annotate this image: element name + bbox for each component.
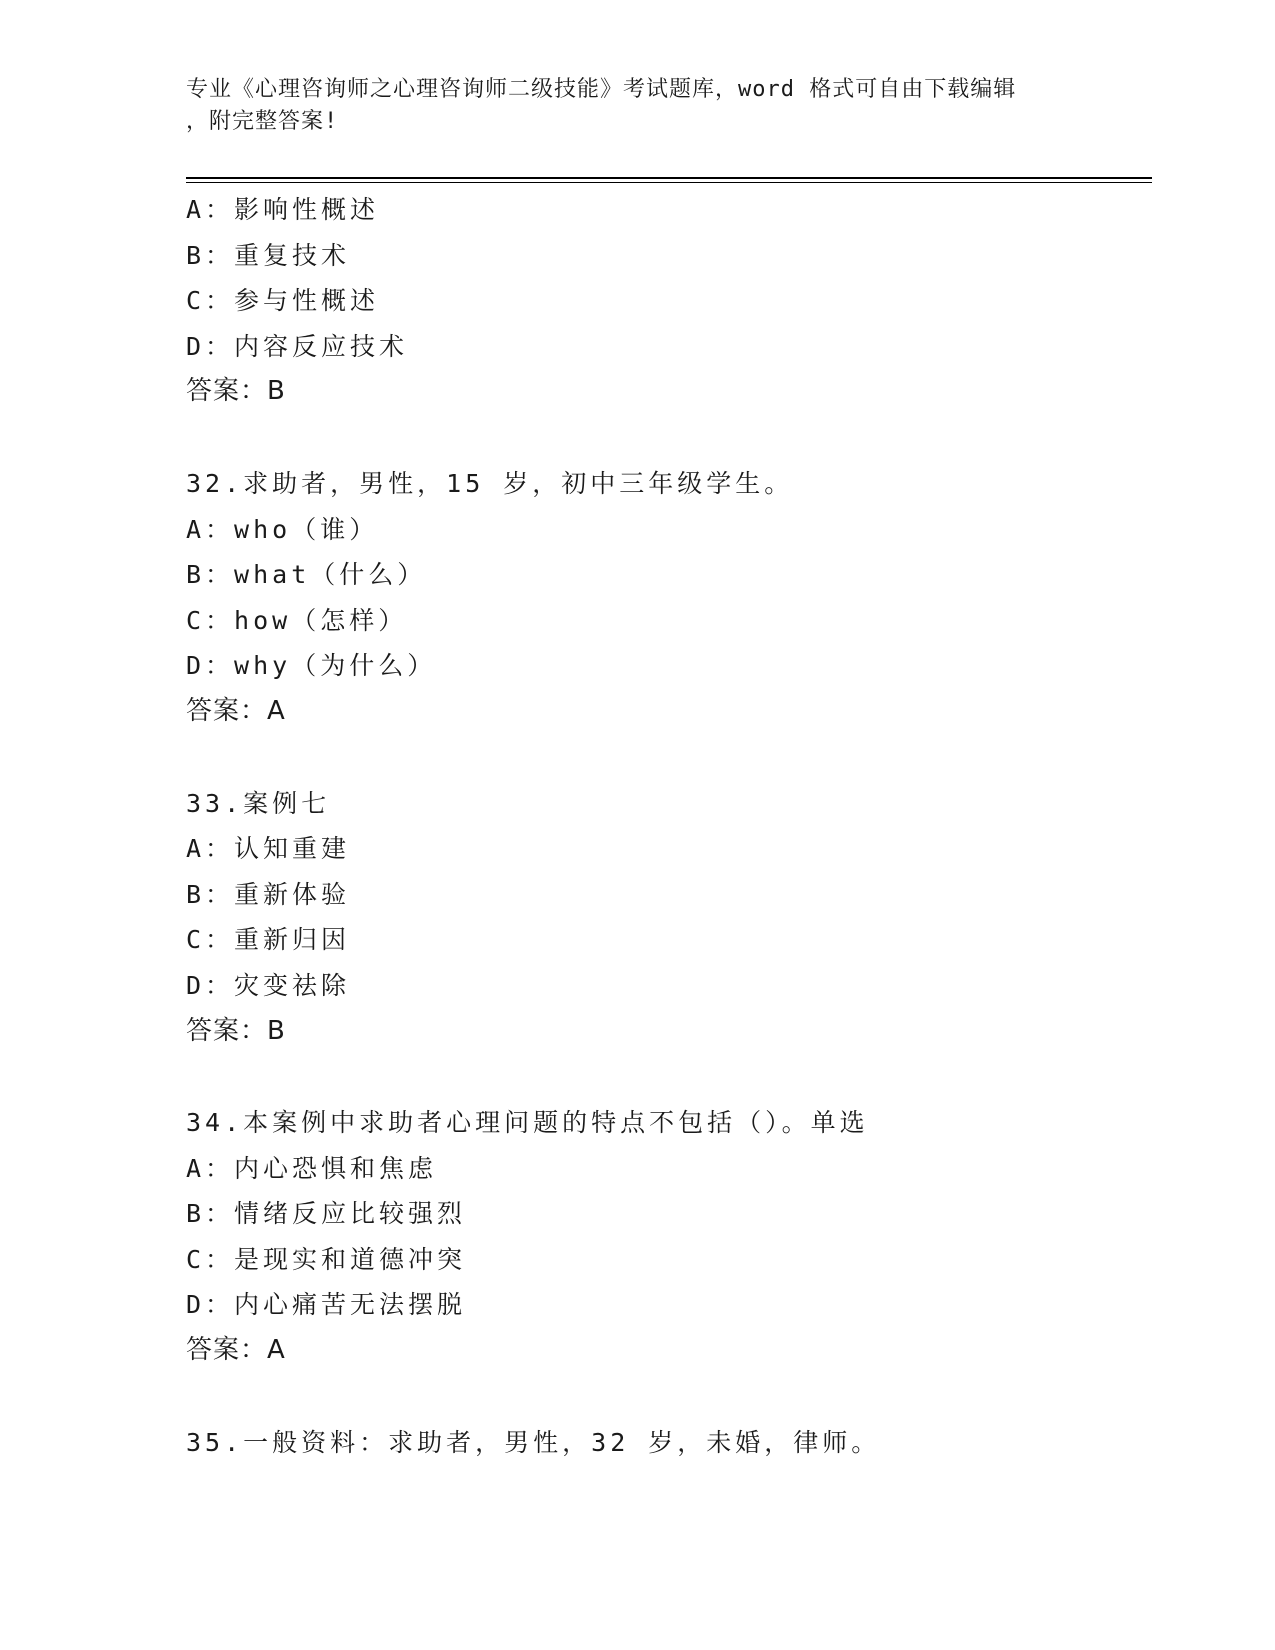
header-rule-thick <box>186 177 1152 179</box>
answer-line: 答案：A <box>186 1335 286 1366</box>
block-spacer <box>186 1054 1146 1100</box>
header-line-1: 专业《心理咨询师之心理咨询师二级技能》考试题库，word 格式可自由下载编辑 <box>186 77 1017 102</box>
option-d: D：内心痛苦无法摆脱 <box>186 1290 467 1320</box>
option-d: D：灾变祛除 <box>186 970 351 1000</box>
option-a: A：影响性概述 <box>186 195 380 224</box>
answer-line: 答案：B <box>186 376 286 407</box>
question-list <box>186 187 1146 1465</box>
option-c: C：是现实和道德冲突 <box>186 1244 467 1274</box>
block-spacer <box>186 1374 1146 1420</box>
option-a: A：who（谁） <box>186 514 379 544</box>
option-c: C：how（怎样） <box>186 605 408 635</box>
question-block-31 <box>186 187 1146 415</box>
header-rule-thin <box>186 182 1152 183</box>
question-title: 34.本案例中求助者心理问题的特点不包括（）。单选 <box>186 1108 869 1138</box>
question-block-34 <box>186 1100 1146 1374</box>
option-c: C：重新归因 <box>186 925 351 955</box>
question-title: 32.求助者，男性，15 岁，初中三年级学生。 <box>186 468 794 498</box>
answer-line: 答案：A <box>186 695 286 726</box>
document-header <box>186 74 1066 138</box>
header-line-2: ，附完整答案! <box>186 109 339 134</box>
option-b: B：重新体验 <box>186 879 351 909</box>
option-d: D：why（为什么） <box>186 651 437 681</box>
option-c: C：参与性概述 <box>186 286 380 316</box>
option-d: D：内容反应技术 <box>186 331 409 361</box>
question-block-32 <box>186 461 1146 735</box>
answer-line: 答案：B <box>186 1015 286 1046</box>
option-a: A：内心恐惧和焦虑 <box>186 1153 438 1183</box>
option-b: B：what（什么） <box>186 560 427 590</box>
question-title: 35.一般资料：求助者，男性，32 岁，未婚，律师。 <box>186 1427 881 1457</box>
option-b: B：情绪反应比较强烈 <box>186 1199 467 1229</box>
option-b: B：重复技术 <box>186 240 351 270</box>
question-title: 33.案例七 <box>186 788 331 818</box>
question-block-35 <box>186 1420 1146 1466</box>
question-block-33 <box>186 781 1146 1055</box>
block-spacer <box>186 415 1146 461</box>
block-spacer <box>186 735 1146 781</box>
option-a: A：认知重建 <box>186 834 351 864</box>
